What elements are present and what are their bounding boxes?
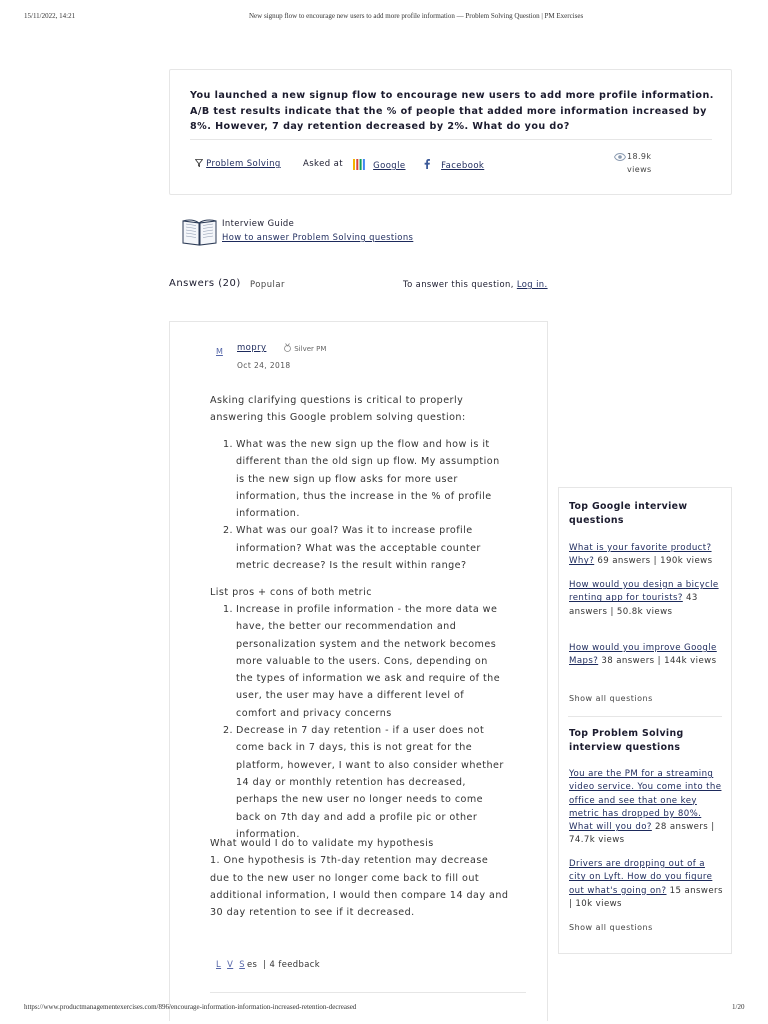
sidebar-question <box>569 768 724 848</box>
validate-section <box>210 835 510 921</box>
sidebar-question-link[interactable]: What is your favorite product? Why? <box>569 543 712 567</box>
sidebar-question-link[interactable]: Drivers are dropping out of a city on Lyft. How do you figure out what's going on? <box>569 859 713 896</box>
sidebar-question-stats: 38 answers | 144k views <box>601 656 717 667</box>
validate-title: What would I do to validate my hypothesis <box>210 838 434 849</box>
answer-footer <box>216 959 320 969</box>
views-counter <box>627 151 652 176</box>
feedback-count[interactable]: | 4 feedback <box>263 959 321 969</box>
login-prompt <box>403 279 548 289</box>
list-item-text: Increase in profile information - the more data we have, the better our recommendation and personalization system and the network becomes more valuable to the users. Cons, depending on the types of information we ask and require of the user, the user may have a different level of comfort and privacy concerns <box>236 604 501 719</box>
answer-divider <box>210 992 526 993</box>
footer-link-l[interactable]: L <box>216 959 222 969</box>
list-item: 1. What was the new sign up the flow and how is it different than the old sign up flow. My assumption is the new sign up flow asks for more user information, thus the increase in the % of profile information. <box>223 439 500 520</box>
sidebar-question-stats: 28 answers | 74.7k views <box>569 822 715 846</box>
pros-cons-list <box>223 601 508 843</box>
google-link[interactable]: Google <box>373 161 406 171</box>
show-all-google[interactable]: Show all questions <box>569 694 653 703</box>
sidebar-question-stats: 69 answers | 190k views <box>597 556 713 567</box>
footer-link-s[interactable]: S <box>239 959 245 969</box>
facebook-link[interactable]: Facebook <box>441 161 485 171</box>
sidebar-question-link[interactable]: You are the PM for a streaming video service. You come into the office and see that one key metric has dropped by 80%. What will you do? <box>569 769 722 833</box>
badge-label: Silver PM <box>294 345 327 353</box>
sidebar-question-link[interactable]: How would you design a bicycle renting app for tourists? <box>569 580 719 604</box>
sidebar-question-link[interactable]: How would you improve Google Maps? <box>569 643 717 667</box>
badge <box>283 343 326 353</box>
footer-link-v[interactable]: V <box>227 959 234 969</box>
interview-guide-title: Interview Guide <box>222 218 295 228</box>
sort-popular[interactable]: Popular <box>250 279 285 289</box>
list-item: 1. Increase in profile information - the more data we have, the better our recommendation and personalization system and the network becomes more valuable to the users. Cons, depending on the types of information we ask and require of the user, the user may have a different level of comfort and privacy concerns <box>223 604 501 719</box>
answers-count-title: Answers (20) <box>169 278 241 289</box>
sidebar-divider <box>568 716 722 717</box>
category-tag[interactable] <box>195 159 281 169</box>
eye-icon <box>614 153 626 161</box>
question-divider <box>190 139 712 140</box>
print-datetime: 15/11/2022, 14:21 <box>24 12 76 20</box>
show-all-ps[interactable]: Show all questions <box>569 923 653 932</box>
book-icon <box>181 217 218 246</box>
avatar[interactable]: M <box>216 347 223 356</box>
medal-icon <box>283 343 292 352</box>
print-page-number: 1/20 <box>732 1003 745 1011</box>
answer-date: Oct 24, 2018 <box>237 361 291 370</box>
answer-intro: Asking clarifying questions is critical to properly answering this Google problem solving question: <box>210 395 466 424</box>
sidebar-question <box>569 542 724 569</box>
views-label: views <box>627 164 652 174</box>
views-count: 18.9k <box>627 152 652 161</box>
facebook-icon <box>424 159 430 169</box>
sidebar-question <box>569 579 724 619</box>
sidebar-question <box>569 642 724 669</box>
login-link[interactable]: Log in. <box>516 279 548 289</box>
top-google-title: Top Google interview questions <box>569 501 688 526</box>
list-item-text: What was the new sign up the flow and how is it different than the old sign up flow. My assumption is the new sign up flow asks for more user information, thus the increase in the % of profile information. <box>236 439 500 520</box>
list-item: 2. Decrease in 7 day retention - if a user does not come back in 7 days, this is not great for the platform, however, I want to also consider whether 14 day or monthly retention has decreased, perhaps the new user no longer needs to come back on 7th day and add a profile pic or other information. <box>223 725 504 840</box>
list-item: 2. What was our goal? Was it to increase profile information? What was the acceptable counter metric decrease? Is the result within range? <box>223 525 481 572</box>
company-google[interactable] <box>353 159 405 171</box>
category-link[interactable]: Problem Solving <box>206 159 281 169</box>
login-prompt-text: To answer this question, <box>403 279 514 289</box>
author-name[interactable]: mopry <box>237 343 267 353</box>
list-item-text: What was our goal? Was it to increase profile information? What was the acceptable counter metric decrease? Is the result within range? <box>236 525 481 572</box>
question-text: You launched a new signup flow to encourage new users to add more profile information. A/B test results indicate that the % of people that added more information increased by 8%. However, 7 day retention decreased by 2%. What do you do? <box>190 90 714 132</box>
print-page-title: New signup flow to encourage new users to add more profile information — Problem Solving Question | PM Exercises <box>249 12 584 20</box>
sidebar-question <box>569 858 724 911</box>
clarifying-list <box>223 436 508 574</box>
filter-icon <box>195 159 203 167</box>
validate-text: 1. One hypothesis is 7th-day retention may decrease due to the new user no longer come back to fill out additional information, I would then compare 14 day and 30 day retention to see if it decreased. <box>210 855 509 919</box>
list-item-text: Decrease in 7 day retention - if a user does not come back in 7 days, this is not great for the platform, however, I want to also consider whether 14 day or monthly retention has decreased, perhaps the new user no longer needs to come back on 7th day and add a profile pic or other information. <box>236 725 504 840</box>
pros-cons-title: List pros + cons of both metric <box>210 587 372 598</box>
sidebar-question-stats: 15 answers | 10k views <box>569 885 723 909</box>
sidebar-question-stats: 43 answers | 50.8k views <box>569 593 698 617</box>
google-icon <box>353 159 365 170</box>
company-facebook[interactable] <box>424 159 484 171</box>
footer-rest: es <box>246 959 258 969</box>
asked-at-label: Asked at <box>303 159 343 169</box>
top-ps-title: Top Problem Solving interview questions <box>569 728 684 753</box>
print-url: https://www.productmanagementexercises.com/896/encourage-information-information-increased-retention-decreased <box>24 1003 357 1011</box>
interview-guide-link[interactable]: How to answer Problem Solving questions <box>222 232 414 242</box>
